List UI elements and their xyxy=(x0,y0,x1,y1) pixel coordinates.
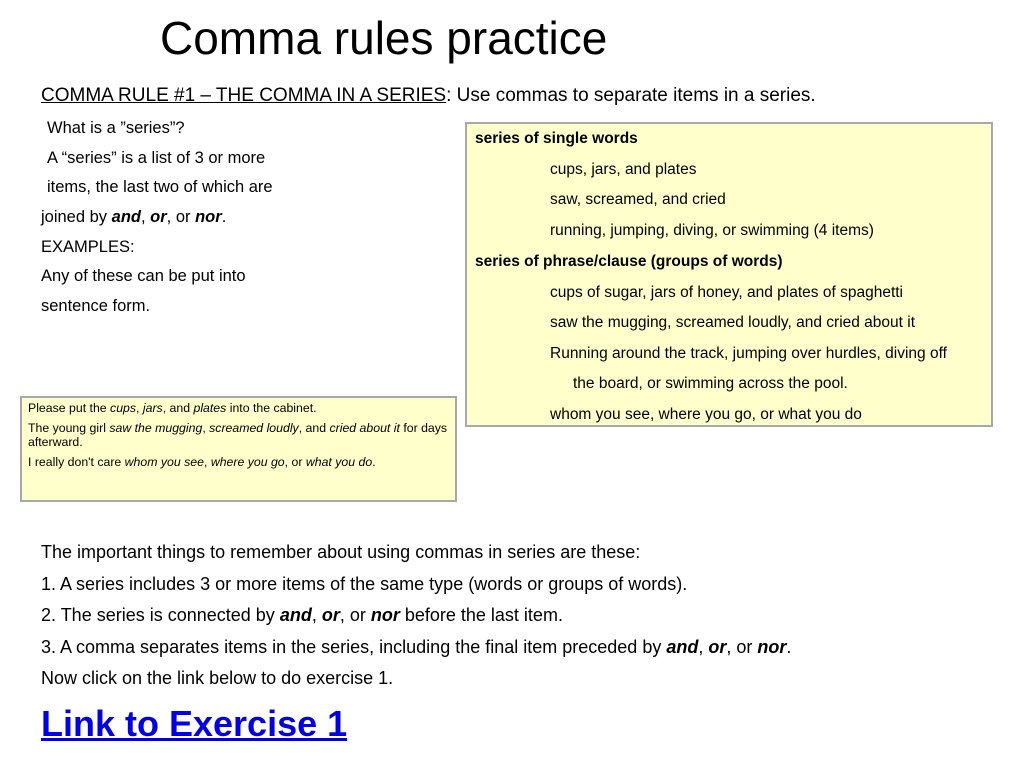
series-item: plates xyxy=(193,401,227,415)
phrase-clause-example: cups of sugar, jars of honey, and plates of spaghetti xyxy=(550,284,903,301)
point-text: . xyxy=(786,636,792,657)
sentence-text: , and xyxy=(298,421,330,435)
conjunction-nor: nor xyxy=(757,636,787,657)
point-sep: , or xyxy=(726,636,758,657)
key-point-2 xyxy=(41,600,1001,632)
single-words-example: saw, screamed, and cried xyxy=(550,191,726,208)
point-sep: , xyxy=(698,636,709,657)
point-sep: , xyxy=(311,605,322,625)
series-item: screamed loudly xyxy=(209,421,299,435)
conjunction-or: or xyxy=(708,636,727,657)
series-item: cried about it xyxy=(329,421,400,435)
definition-sep: , xyxy=(140,208,151,227)
sentence-form-line-2: sentence form. xyxy=(41,297,151,316)
definition-end: . xyxy=(221,208,227,227)
example-sentence xyxy=(28,401,449,415)
series-item: whom you see xyxy=(124,455,204,469)
series-item: what you do xyxy=(305,455,373,469)
sentence-text: Please put the xyxy=(28,401,111,415)
single-words-example: running, jumping, diving, or swimming (4 items) xyxy=(550,222,874,239)
conjunction-or: or xyxy=(321,605,340,625)
exercise-1-link[interactable]: Link to Exercise 1 xyxy=(41,703,348,744)
point-text: before the last item. xyxy=(399,605,563,625)
point-sep: , or xyxy=(339,605,371,625)
series-definition-line-2: items, the last two of which are xyxy=(47,178,273,197)
conjunction-and: and xyxy=(111,208,141,227)
example-sentence xyxy=(28,421,449,449)
key-points xyxy=(41,537,1001,695)
conjunction-and: and xyxy=(666,636,699,657)
exercise-instruction: Now click on the link below to do exercise 1. xyxy=(41,668,394,688)
conjunction-nor: nor xyxy=(370,605,400,625)
example-sentence xyxy=(28,455,449,469)
phrase-clause-example: Running around the track, jumping over hurdles, diving off xyxy=(550,345,947,362)
sentence-examples-box xyxy=(20,396,457,502)
conjunction-or: or xyxy=(150,208,167,227)
sentence-text: into the cabinet. xyxy=(226,401,317,415)
definition-text: joined by xyxy=(41,208,112,227)
intro-text xyxy=(41,114,441,322)
series-item: cups xyxy=(110,401,137,415)
sentence-text: . xyxy=(372,455,376,469)
series-examples-box xyxy=(465,122,993,427)
key-points-intro: The important things to remember about using commas in series are these: xyxy=(41,542,641,562)
sentence-text: I really don't care xyxy=(28,455,125,469)
sentence-text: , or xyxy=(284,455,306,469)
definition-sep: , or xyxy=(166,208,196,227)
conjunction-and: and xyxy=(279,605,312,625)
key-point-1: 1. A series includes 3 or more items of the same type (words or groups of words). xyxy=(41,573,688,594)
rule-text: : Use commas to separate items in a series. xyxy=(446,85,816,106)
examples-label: EXAMPLES: xyxy=(41,237,135,256)
rule-heading: COMMA RULE #1 – THE COMMA IN A SERIES xyxy=(41,85,447,106)
rule-statement xyxy=(41,83,1001,109)
sentence-text: , xyxy=(136,401,143,415)
single-words-heading: series of single words xyxy=(475,130,638,147)
sentence-form-line-1: Any of these can be put into xyxy=(41,267,246,286)
conjunction-nor: nor xyxy=(195,208,222,227)
series-item: where you go xyxy=(210,455,285,469)
sentence-text: The young girl xyxy=(28,421,110,435)
series-definition-line-1: A “series” is a list of 3 or more xyxy=(47,148,266,167)
phrase-clause-example: saw the mugging, screamed loudly, and cried about it xyxy=(550,314,916,331)
series-item: saw the mugging xyxy=(109,421,203,435)
phrase-clause-example-continued: the board, or swimming across the pool. xyxy=(573,375,848,392)
sentence-text: , and xyxy=(162,401,194,415)
series-definition-line-3 xyxy=(41,203,441,233)
phrase-clause-heading: series of phrase/clause (groups of words) xyxy=(475,253,783,270)
series-question: What is a ”series”? xyxy=(47,119,185,137)
point-text: 2. The series is connected by xyxy=(41,605,280,625)
sentence-text: , xyxy=(202,421,210,435)
point-text: 3. A comma separates items in the series, including the final item preceded by xyxy=(41,636,667,657)
sentence-text: , xyxy=(203,455,211,469)
phrase-clause-example: whom you see, where you go, or what you do xyxy=(550,406,862,423)
sentence-text: for days afterward. xyxy=(28,421,448,449)
page-title: Comma rules practice xyxy=(160,12,608,64)
series-item: jars xyxy=(142,401,163,415)
key-point-3 xyxy=(41,632,1001,664)
single-words-example: cups, jars, and plates xyxy=(550,161,697,178)
